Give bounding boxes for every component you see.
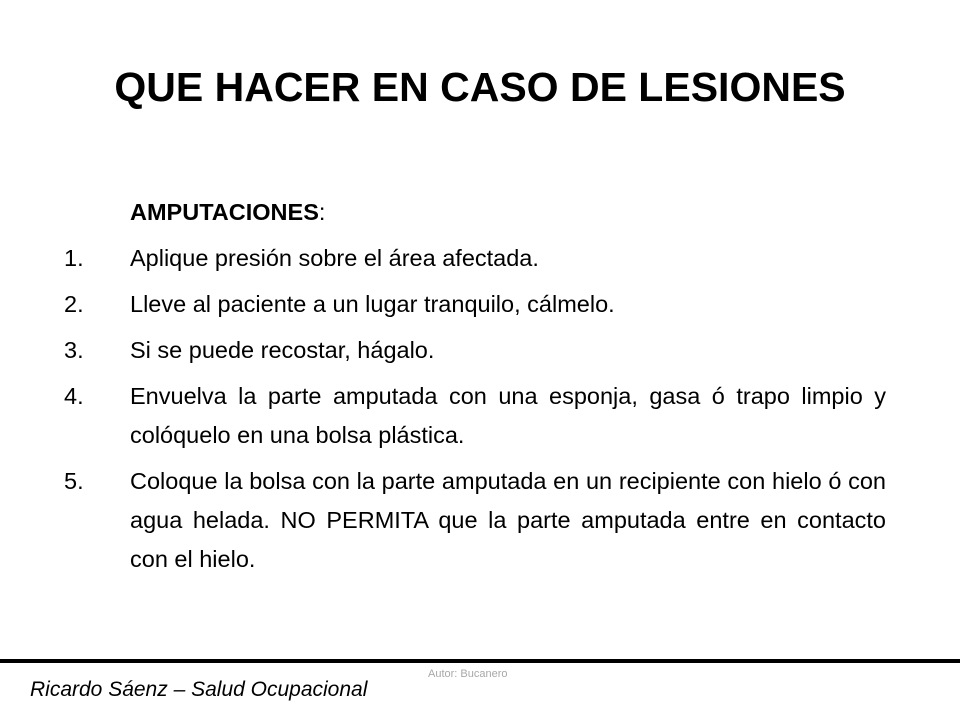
list-item [64, 462, 886, 579]
slide-title: QUE HACER EN CASO DE LESIONES [114, 64, 846, 110]
step-number: 2. [64, 291, 84, 317]
step-text: Aplique presión sobre el área afectada. [130, 245, 539, 271]
section-heading [64, 193, 886, 232]
step-number: 4. [64, 383, 84, 409]
section-heading-colon: : [318, 199, 326, 225]
list-item [64, 331, 886, 370]
section-heading-label: AMPUTACIONES [130, 199, 319, 225]
step-number: 5. [64, 468, 84, 494]
footer-divider [0, 659, 960, 663]
step-text: Envuelva la parte amputada con una esponja, gasa ó trapo limpio y colóquelo en una bolsa plástica. [130, 383, 886, 448]
footer-watermark: Autor: Bucanero [428, 668, 508, 680]
list-item [64, 239, 886, 278]
list-item [64, 285, 886, 324]
list-item [64, 377, 886, 455]
step-number: 1. [64, 245, 84, 271]
footer-author: Ricardo Sáenz – Salud Ocupacional [30, 678, 368, 701]
slide-body [64, 193, 886, 586]
step-text: Lleve al paciente a un lugar tranquilo, cálmelo. [130, 291, 615, 317]
step-text: Si se puede recostar, hágalo. [130, 337, 435, 363]
steps-list [64, 239, 886, 579]
step-text: Coloque la bolsa con la parte amputada en un recipiente con hielo ó con agua helada. NO PERMITA que la parte amputada entre en contacto con el hielo. [130, 468, 886, 572]
step-number: 3. [64, 337, 84, 363]
